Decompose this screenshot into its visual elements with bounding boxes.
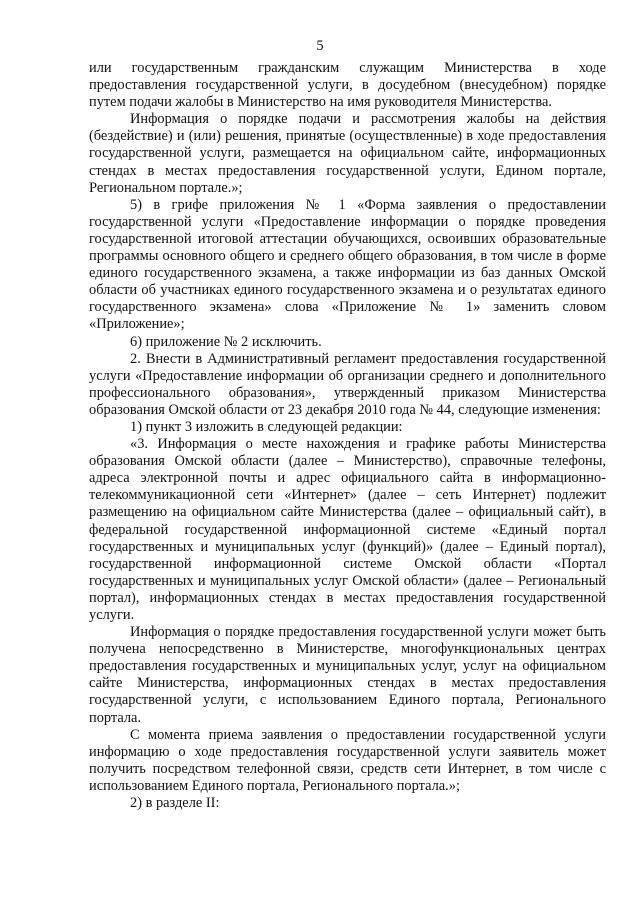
paragraph: С момента приема заявления о предоставлении государственной услуги информацию о ходе предоставления государственной услуги заявитель может получить посредством телефонной связи, средств сети Интернет, в том числе с использованием Единого портала, Регионального портала.»; xyxy=(89,726,606,794)
page-number: 5 xyxy=(316,38,324,54)
document-body xyxy=(89,60,606,812)
paragraph: «3. Информация о месте нахождения и графике работы Министерства образования Омской области (далее – Министерство), справочные телефоны, адреса электронной почты и адрес официального сайта в информационно-телекоммуникационной сети «Интернет» (далее – сеть Интернет) подлежит размещению на официальном сайте Министерства (далее – официальный сайт), в федеральной государственной информационной системе «Единый портал государственных и муниципальных услуг (функций)» (далее – Единый портал), государственной информационной системе Омской области «Портал государственных и муниципальных услуг Омской области» (далее – Региональный портал), информационных стендах в местах предоставления государственной услуги. xyxy=(89,436,606,623)
paragraph: 2) в разделе II: xyxy=(130,795,220,812)
paragraph: или государственным гражданским служащим Министерства в ходе предоставления государственной услуги, в досудебном (внесудебном) порядке путем подачи жалобы в Министерство на имя руководителя Министерства. xyxy=(89,60,606,111)
paragraph: 1) пункт 3 изложить в следующей редакции: xyxy=(130,418,403,435)
paragraph: Информация о порядке предоставления государственной услуги может быть получена непосредственно в Министерстве, многофункциональных центрах предоставления государственных и муниципальных услуг, услуг на официальном сайте Министерства, информационных стендах в местах предоставления государственной услуги, с использованием Единого портала, Регионального портала. xyxy=(89,624,606,726)
paragraph: Информация о порядке подачи и рассмотрения жалобы на действия (бездействие) и (или) решения, принятые (осуществленные) в ходе предоставления государственной услуги, размещается на официальном сайте, информационных стендах в местах предоставления государственной услуги, Едином портале, Региональном портале.»; xyxy=(89,111,606,196)
paragraph: 5) в грифе приложения № 1 «Форма заявления о предоставлении государственной услуги «Предоставление информации о порядке проведения государственной итоговой аттестации обучающихся, освоивших образовательные программы основного общего и среднего общего образования, в том числе в форме единого государственного экзамена, а также информации из баз данных Омской области об участниках единого государственного экзамена и о результатах единого государственного экзамена» слова «Приложение № 1» заменить словом «Приложение»; xyxy=(89,196,606,333)
paragraph: 2. Внести в Административный регламент предоставления государственной услуги «Предоставление информации об организации среднего и дополнительного профессионального образования», утвержденный приказом Министерства образования Омской области от 23 декабря 2010 года № 44, следующие изменения: xyxy=(89,350,606,418)
paragraph: 6) приложение № 2 исключить. xyxy=(130,333,322,350)
